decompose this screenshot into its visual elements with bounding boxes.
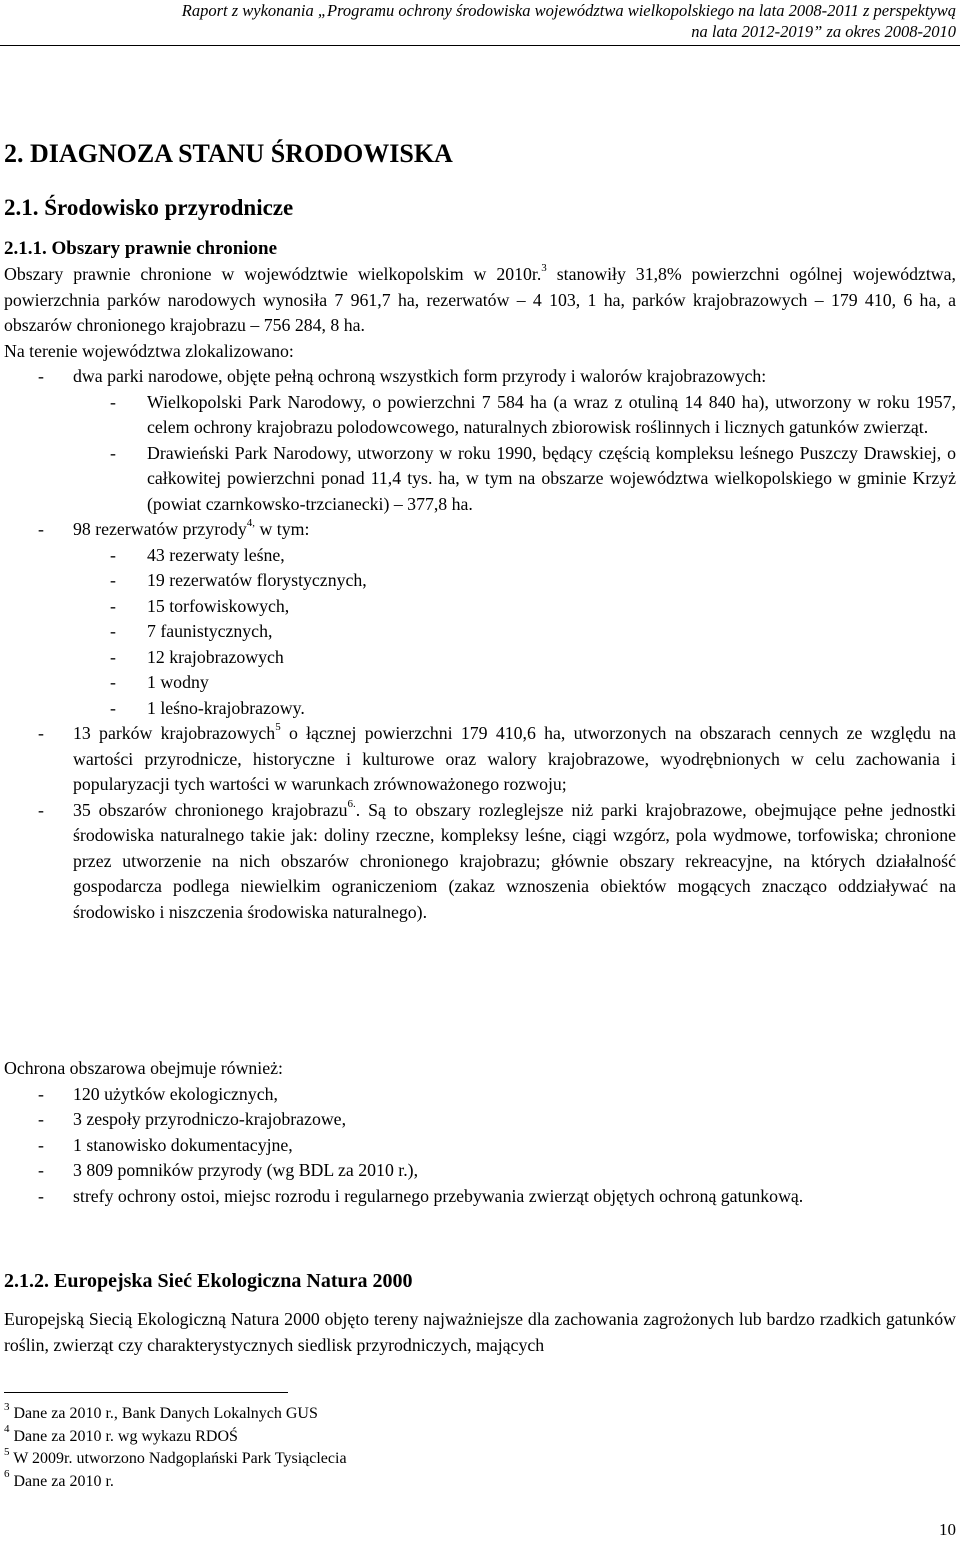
reserve-type: 19 rezerwatów florystycznych, bbox=[147, 570, 367, 590]
list-item: - 15 torfowiskowych, bbox=[110, 595, 290, 616]
running-header bbox=[0, 0, 956, 42]
header-rule bbox=[0, 45, 960, 46]
list-item-protected-landscape: - 35 obszarów chronionego krajobrazu$^{6.}$. Są to obszary rozleglejsze niż parki krajobrazowe, obejmujące pełne jednostki środowiska naturalnego takie jak: doliny rzeczne, kompleksy leśne, ciągi wzgórz, pola wydmowe, torfowiska; chronione przez utworzenie na nich obszarów chronionego krajobrazu; głównie obszary rekreacyjne, na których działalność gospodarcza podlega niewielkim ograniczeniom (zakaz wznoszenia obiektów mogących znacząco oddziaływać na środowisko i niszczenia środowiska naturalnego). bbox=[38, 797, 956, 922]
list-item-park-drawienski: - Drawieński Park Narodowy, utworzony w roku 1990, będący częścią kompleksu leśnego Puszczy Drawskiej, o całkowitej powierzchni ponad 11,4 tys. ha, w tym na obszarze województwa wielkopolskiego w gminie Krzyż (powiat czarnkowsko-trzcianecki) – 377,8 ha. bbox=[110, 442, 956, 514]
footnote-text: Dane za 2010 r. bbox=[13, 1472, 114, 1490]
protected-landscape-text-a: 35 obszarów chronionego krajobrazu bbox=[73, 799, 348, 820]
protection-section bbox=[4, 1056, 956, 1209]
footnotes bbox=[4, 1400, 347, 1493]
reserve-type: 1 leśno-krajobrazowy. bbox=[147, 697, 305, 718]
protection-item: 3 809 pomników przyrody (wg BDL za 2010 r.), bbox=[73, 1160, 419, 1180]
footnote-number: 4 bbox=[4, 1423, 10, 1436]
reserve-type: 15 torfowiskowych, bbox=[147, 595, 290, 616]
parks-intro-text: dwa parki narodowe, objęte pełną ochroną wszystkich form przyrody i walorów krajobrazowych: bbox=[73, 366, 767, 386]
list-item: - 1 leśno-krajobrazowy. bbox=[110, 697, 305, 718]
protection-item: 120 użytków ekologicznych, bbox=[73, 1083, 278, 1104]
footnote bbox=[4, 1468, 347, 1494]
subsection-heading: 2.1.1. Obszary prawnie chronione bbox=[4, 238, 278, 259]
header-line-2: na lata 2012-2019” za okres 2008-2010 bbox=[691, 22, 956, 41]
landscape-parks-text-a: 13 parków krajobrazowych bbox=[73, 723, 276, 743]
protection-item: 3 zespoły przyrodniczo-krajobrazowe, bbox=[73, 1109, 347, 1129]
intro-text-a: Obszary prawnie chronione w województwie wielkopolskim w 2010r. bbox=[4, 264, 542, 284]
intro-paragraph bbox=[4, 262, 956, 339]
footnote-text: Dane za 2010 r., Bank Danych Lokalnych GUS bbox=[13, 1405, 318, 1422]
footnote-ref-3: 3 bbox=[541, 262, 547, 275]
list-item: - 19 rezerwatów florystycznych, bbox=[110, 570, 367, 590]
footnote-separator bbox=[4, 1392, 288, 1393]
intro-text-b: stanowiły 31,8% powierzchni ogólnej województwa, powierzchnia parków narodowych wynosiła 7 961,7 ha, rezerwatów – 4 103, 1 ha, parków krajobrazowych – 179 410, 6 ha, a obszarów chronionego krajobrazu – 756 284, 8 ha. bbox=[4, 264, 956, 335]
reserves-text-a: 98 rezerwatów przyrody bbox=[73, 519, 247, 539]
protected-landscape-text-b: . Są to obszary rozleglejsze niż parki krajobrazowe, obejmujące pełne jednostki środowiska naturalnego takie jak: doliny rzeczne, kompleksy leśne, ciągi wzgórz, pola wydmowe, torfowiska; chronione przez utworzenie na nich obszarów chronionego krajobrazu; głównie obszary rekreacyjne, na których działalność gospodarcza podlega niewielkim ograniczeniom (zakaz wznoszenia obiektów mogących znacząco oddziaływać na środowisko i niszczenia środowiska naturalnego). bbox=[73, 799, 956, 922]
localization-intro: Na terenie województwa zlokalizowano: bbox=[4, 340, 294, 361]
protection-intro: Ochrona obszarowa obejmuje również: bbox=[4, 1058, 283, 1078]
footnote-number: 3 bbox=[4, 1400, 10, 1413]
park-wielkopolski-text: Wielkopolski Park Narodowy, o powierzchni 7 584 ha (a wraz z otuliną 14 840 ha), utworzony w roku 1957, celem ochrony krajobrazu polodowcowego, naturalnych zbiorowisk roślinnych i licznych gatunków zwierząt. bbox=[147, 391, 956, 437]
list-item: - 1 stanowisko dokumentacyjne, bbox=[38, 1134, 293, 1155]
list-item-reserves: - 98 rezerwatów przyrody$^{4,}$ w tym: bbox=[38, 517, 310, 539]
reserve-type: 1 wodny bbox=[147, 672, 209, 692]
list-item: - strefy ochrony ostoi, miejsc rozrodu i regularnego przebywania zwierząt objętych ochroną gatunkową. bbox=[38, 1185, 804, 1206]
footnote bbox=[4, 1445, 347, 1471]
natura-heading: 2.1.2. Europejska Sieć Ekologiczna Natura 2000 bbox=[4, 1270, 413, 1292]
reserve-type: 43 rezerwaty leśne, bbox=[147, 544, 285, 565]
natura-paragraph: Europejską Siecią Ekologiczną Natura 2000 objęto tereny najważniejsze dla zachowania zagrożonych lub bardzo rzadkich gatunków roślin, zwierząt czy charakterystycznych siedlisk przyrodniczych, mających bbox=[4, 1309, 956, 1355]
protection-item: strefy ochrony ostoi, miejsc rozrodu i regularnego przebywania zwierząt objętych ochroną gatunkową. bbox=[73, 1185, 804, 1206]
header-line-1: Raport z wykonania „Programu ochrony środowiska województwa wielkopolskiego na lata 2008-2011 z perspektywą bbox=[181, 1, 956, 20]
protection-item: 1 stanowisko dokumentacyjne, bbox=[73, 1134, 293, 1155]
list-item-parks: - dwa parki narodowe, objęte pełną ochroną wszystkich form przyrody i walorów krajobrazowych: bbox=[38, 366, 767, 386]
list-item: - 120 użytków ekologicznych, bbox=[38, 1083, 278, 1104]
footnote-number: 6 bbox=[4, 1468, 10, 1481]
footnote bbox=[4, 1423, 347, 1449]
landscape-parks-text-b: o łącznej powierzchni 179 410,6 ha, utworzonych na obszarach cennych ze względu na wartości przyrodnicze, historyczne i kulturowe oraz walory krajobrazowe, wyodrębnionych w celu zachowania i popularyzacji tych wartości w warunkach zrównoważonego rozwoju; bbox=[73, 723, 956, 794]
footnote-text: Dane za 2010 r. wg wykazu RDOŚ bbox=[13, 1427, 238, 1445]
section-heading: 2.1. Środowisko przyrodnicze bbox=[4, 195, 294, 220]
chapter-heading: 2. DIAGNOZA STANU ŚRODOWISKA bbox=[4, 139, 453, 168]
list-item: - 3 809 pomników przyrody (wg BDL za 2010 r.), bbox=[38, 1160, 419, 1180]
footnote-ref-6: 6. bbox=[347, 797, 356, 810]
footnote-number: 5 bbox=[4, 1445, 10, 1458]
list-item-park-wielkopolski: - Wielkopolski Park Narodowy, o powierzchni 7 584 ha (a wraz z otuliną 14 840 ha), utworzony w roku 1957, celem ochrony krajobrazu polodowcowego, naturalnych zbiorowisk roślinnych i licznych gatunków zwierząt. bbox=[110, 391, 956, 437]
page-number: 10 bbox=[939, 1520, 956, 1539]
main-body bbox=[4, 262, 956, 925]
list-item-landscape-parks: - 13 parków krajobrazowych$^5$ o łącznej powierzchni 179 410,6 ha, utworzonych na obszarach cennych ze względu na wartości przyrodnicze, historyczne i kulturowe oraz walory krajobrazowe, wyodrębnionych w celu zachowania i popularyzacji tych wartości w warunkach zrównoważonego rozwoju; bbox=[38, 721, 956, 794]
footnote-text: W 2009r. utworzono Nadgoplański Park Tysiąclecia bbox=[13, 1450, 347, 1467]
list-item: - 12 krajobrazowych bbox=[110, 646, 284, 667]
list-item: - 3 zespoły przyrodniczo-krajobrazowe, bbox=[38, 1109, 347, 1129]
footnote-ref-4: 4, bbox=[246, 517, 256, 530]
footnote-ref-5: 5 bbox=[275, 721, 281, 734]
reserve-type: 7 faunistycznych, bbox=[147, 621, 273, 641]
list-item: - 1 wodny bbox=[110, 672, 209, 692]
list-item: - 43 rezerwaty leśne, bbox=[110, 544, 285, 565]
natura-section bbox=[4, 1307, 956, 1358]
park-drawienski-text: Drawieński Park Narodowy, utworzony w roku 1990, będący częścią kompleksu leśnego Puszczy Drawskiej, o całkowitej powierzchni ponad 11,4 tys. ha, w tym na obszarze województwa wielkopolskiego w gminie Krzyż (powiat czarnkowsko-trzcianecki) – 377,8 ha. bbox=[147, 442, 956, 514]
list-item: - 7 faunistycznych, bbox=[110, 621, 273, 641]
reserves-text-b: w tym: bbox=[255, 519, 310, 539]
footnote bbox=[4, 1400, 347, 1426]
reserve-type: 12 krajobrazowych bbox=[147, 646, 284, 667]
